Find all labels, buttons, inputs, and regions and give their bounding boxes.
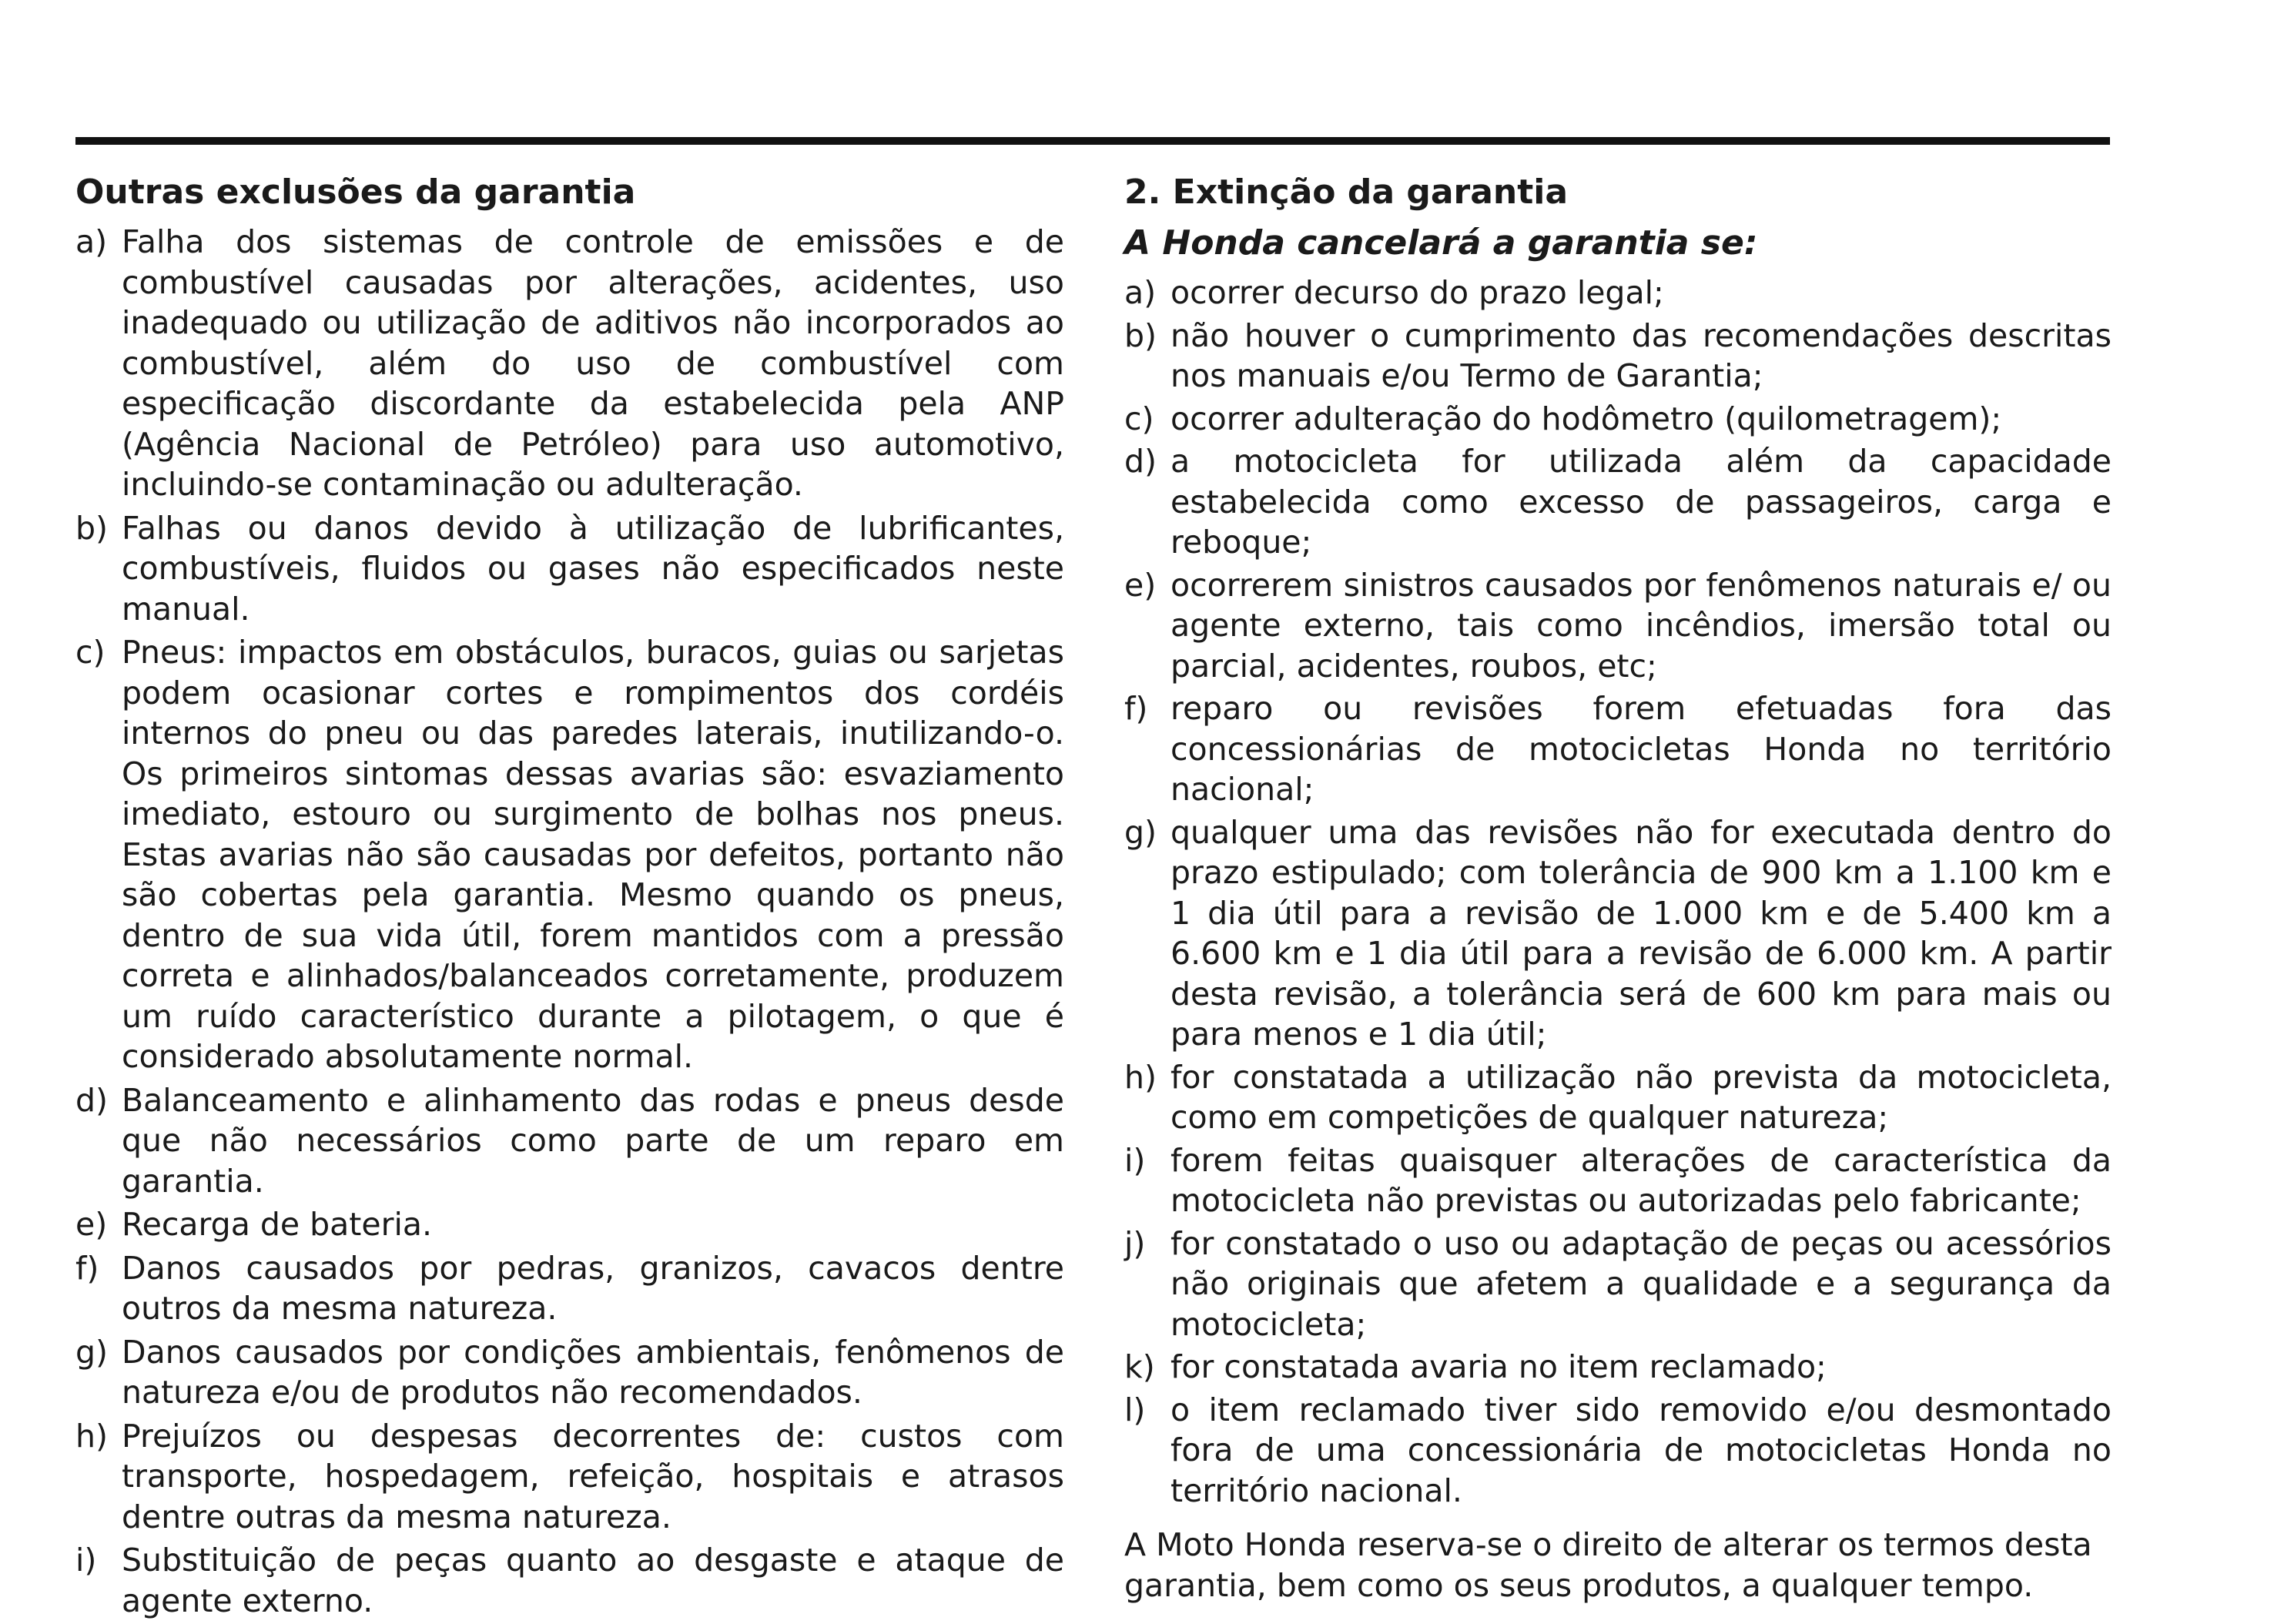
list-item: [75, 1204, 1064, 1245]
list-item: [75, 1540, 1064, 1621]
item-text: forem feitas quaisquer alterações de característica da motocicleta não previstas ou autorizadas pelo fabricante;: [1170, 1141, 2112, 1219]
list-item: [1124, 1057, 2112, 1138]
item-marker: g): [75, 1333, 109, 1371]
item-marker: d): [75, 1081, 109, 1119]
section-heading-other-exclusions: Outras exclusões da garantia: [75, 172, 636, 212]
list-item: [75, 1332, 1064, 1413]
item-marker: e): [1124, 566, 1157, 604]
right-column: [1124, 171, 2112, 1606]
item-text: Falhas ou danos devido à utilização de lubrificantes, combustíveis, fluidos ou gases não especificados neste manual.: [122, 509, 1064, 628]
item-marker: f): [1124, 690, 1148, 727]
item-marker: d): [1124, 443, 1157, 480]
item-marker: a): [75, 223, 108, 260]
list-item: [75, 222, 1064, 505]
exclusions-list: [75, 222, 1064, 1621]
item-marker: f): [75, 1249, 99, 1287]
list-item: [1124, 688, 2112, 810]
list-item: [1124, 399, 2112, 440]
list-item: [1124, 441, 2112, 563]
list-item: [1124, 1224, 2112, 1345]
warranty-cancellation-subheading: A Honda cancelará a garantia se:: [1124, 223, 1758, 263]
item-text: for constatado o uso ou adaptação de peças ou acessórios não originais que afetem a qualidade e a segurança da motocicleta;: [1170, 1224, 2112, 1343]
item-marker: c): [75, 634, 105, 671]
list-item: [1124, 273, 2112, 313]
item-text: Danos causados por condições ambientais, fenômenos de natureza e/ou de produtos não recomendados.: [122, 1333, 1064, 1411]
item-marker: i): [1124, 1141, 1146, 1179]
item-text: Substituição de peças quanto ao desgaste e ataque de agente externo.: [122, 1542, 1064, 1619]
item-text: ocorrer decurso do prazo legal;: [1170, 274, 1664, 311]
list-item: [75, 1416, 1064, 1538]
item-text: qualquer uma das revisões não for executada dentro do prazo estipulado; com tolerância de 900 km a 1.100 km e 1 dia útil para a revisão de 1.000 km e de 5.400 km a 6.600 km e 1 dia útil para a revisão de 6.000 km. A partir desta revisão, a tolerância será de 600 km para mais ou para menos e 1 dia útil;: [1170, 813, 2112, 1053]
item-text: reparo ou revisões forem efetuadas fora das concessionárias de motocicletas Honda no território nacional;: [1170, 690, 2112, 808]
list-item: [75, 508, 1064, 630]
list-item: [1124, 565, 2112, 687]
item-marker: a): [1124, 274, 1157, 311]
item-marker: b): [1124, 316, 1157, 354]
list-item: [75, 632, 1064, 1077]
item-text: Pneus: impactos em obstáculos, buracos, guias ou sarjetas podem ocasionar cortes e rompimentos dos cordéis internos do pneu ou das paredes laterais, inutilizando-o. Os primeiros sintomas dessas avarias são: esvaziamento imediato, estouro ou surgimento de bolhas nos pneus. Estas avarias não são causadas por defeitos, portanto não são cobertas pela garantia. Mesmo quando os pneus, dentro de sua vida útil, forem mantidos com a pressão correta e alinhados/balanceados corretamente, produzem um ruído característico durante a pilotagem, o que é considerado absolutamente normal.: [122, 634, 1064, 1075]
top-rule: [75, 137, 2110, 145]
list-item: [1124, 1347, 2112, 1388]
item-text: Balanceamento e alinhamento das rodas e pneus desde que não necessários como parte de um reparo em garantia.: [122, 1081, 1064, 1200]
item-text: Prejuízos ou despesas decorrentes de: custos com transporte, hospedagem, refeição, hospitais e atrasos dentre outras da mesma natureza.: [122, 1417, 1064, 1535]
item-marker: h): [75, 1417, 108, 1455]
list-item: [75, 1080, 1064, 1202]
list-item: [75, 1248, 1064, 1329]
item-marker: k): [1124, 1348, 1155, 1385]
item-text: a motocicleta for utilizada além da capacidade estabelecida como excesso de passageiros, carga e reboque;: [1170, 443, 2112, 561]
list-item: [1124, 812, 2112, 1055]
list-item: [1124, 1140, 2112, 1221]
item-marker: g): [1124, 813, 1157, 851]
item-text: for constatada a utilização não prevista da motocicleta, como em competições de qualquer natureza;: [1170, 1058, 2112, 1136]
item-marker: c): [1124, 400, 1154, 437]
left-column: [75, 171, 1064, 1624]
closing-paragraph: A Moto Honda reserva-se o direito de alterar os termos desta garantia, bem como os seus produtos, a qualquer tempo.: [1124, 1526, 2092, 1604]
item-text: o item reclamado tiver sido removido e/ou desmontado fora de uma concessionária de motocicletas Honda no território nacional.: [1170, 1391, 2112, 1509]
item-marker: l): [1124, 1391, 1146, 1428]
list-item: [1124, 1390, 2112, 1512]
item-text: não houver o cumprimento das recomendações descritas nos manuais e/ou Termo de Garantia;: [1170, 316, 2112, 394]
item-text: ocorrerem sinistros causados por fenômenos naturais e/ ou agente externo, tais como incêndios, imersão total ou parcial, acidentes, roubos, etc;: [1170, 566, 2112, 685]
list-item: [1124, 316, 2112, 397]
item-text: Falha dos sistemas de controle de emissões e de combustível causadas por alterações, acidentes, uso inadequado ou utilização de aditivos não incorporados ao combustível, além do uso de combustível com especificação discordante da estabelecida pela ANP (Agência Nacional de Petróleo) para uso automotivo, incluindo-se contaminação ou adulteração.: [122, 223, 1064, 503]
item-text: ocorrer adulteração do hodômetro (quilometragem);: [1170, 400, 2002, 437]
item-text: Recarga de bateria.: [122, 1206, 432, 1243]
item-marker: b): [75, 509, 109, 547]
cancellation-list: [1124, 273, 2112, 1511]
item-marker: e): [75, 1206, 108, 1243]
item-text: for constatada avaria no item reclamado;: [1170, 1348, 1827, 1385]
item-text: Danos causados por pedras, granizos, cavacos dentre outros da mesma natureza.: [122, 1249, 1064, 1327]
item-marker: j): [1124, 1224, 1146, 1262]
item-marker: i): [75, 1542, 97, 1579]
item-marker: h): [1124, 1058, 1157, 1096]
section-heading-warranty-termination: 2. Extinção da garantia: [1124, 172, 1569, 212]
